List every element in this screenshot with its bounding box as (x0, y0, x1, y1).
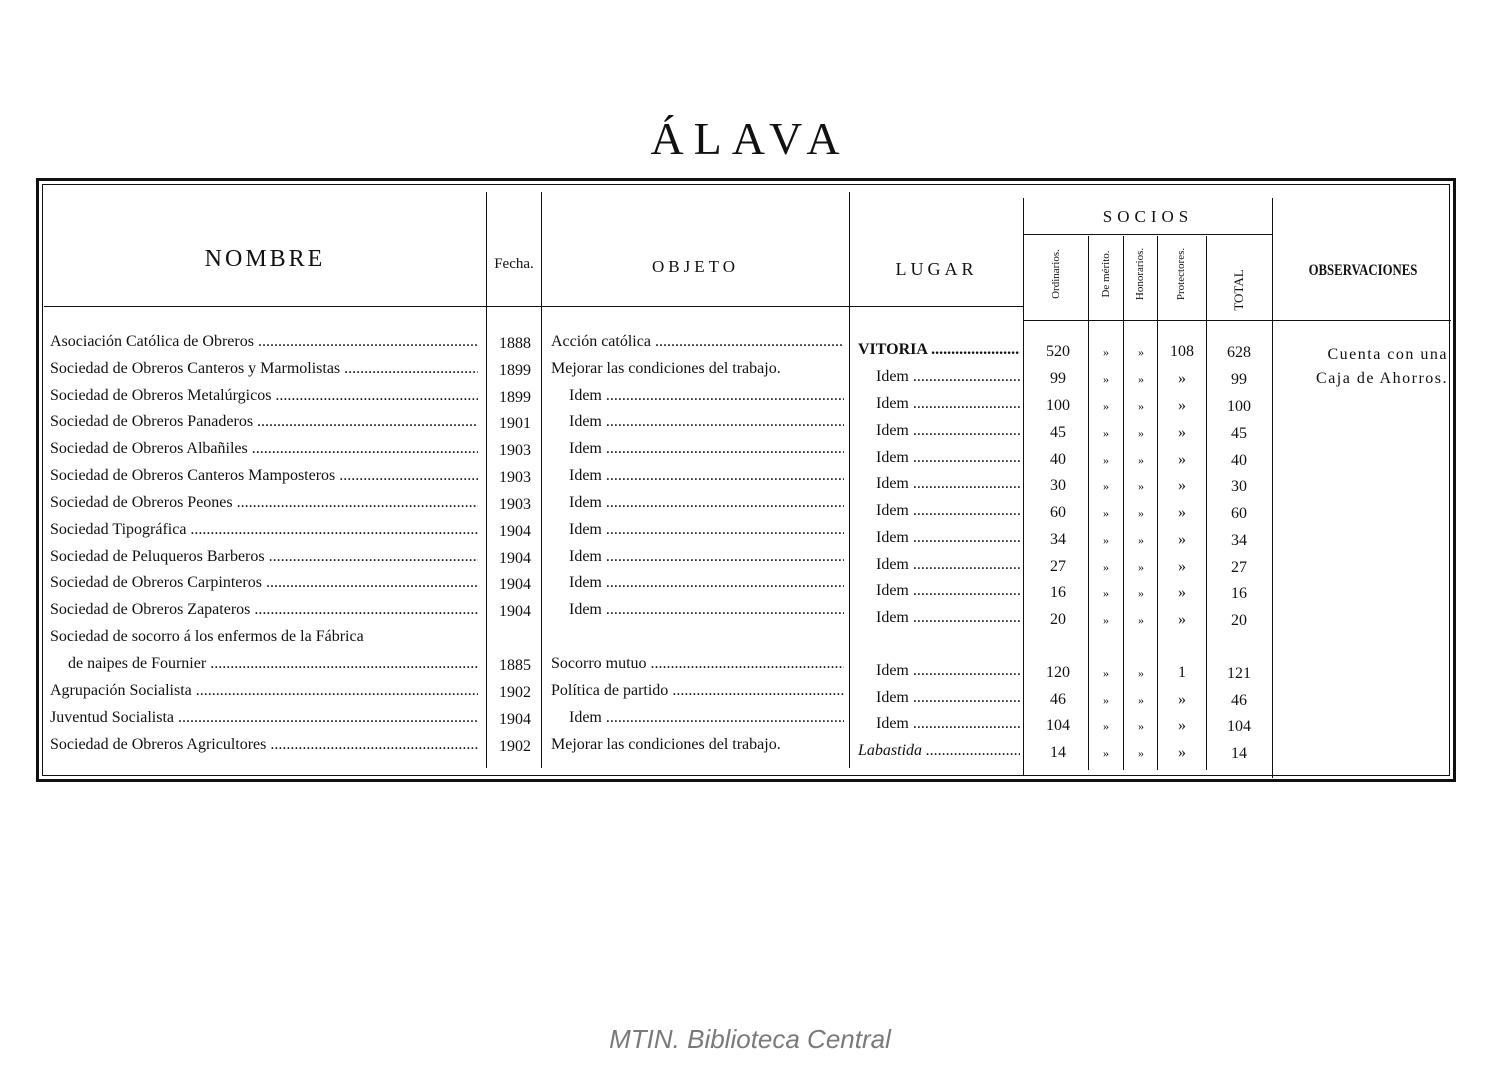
row-fecha: 1903 (499, 496, 531, 513)
row-merito: » (1103, 506, 1109, 520)
row-protectores: 1 (1178, 664, 1186, 681)
row-fecha: 1885 (499, 657, 531, 674)
row-total: 46 (1231, 692, 1247, 709)
column-rule (1023, 198, 1024, 776)
row-protectores: » (1178, 397, 1186, 414)
row-protectores: » (1178, 370, 1186, 387)
row-merito: » (1103, 746, 1109, 760)
row-honorarios: » (1138, 426, 1144, 440)
row-fecha: 1899 (499, 362, 531, 379)
row-ordinarios: 30 (1050, 477, 1066, 494)
footer-credit: MTIN. Biblioteca Central (609, 1024, 891, 1054)
column-rule (1123, 236, 1124, 770)
row-ordinarios: 46 (1050, 691, 1066, 708)
row-lugar: Idem ..... (858, 688, 1020, 708)
row-honorarios: » (1138, 533, 1144, 547)
header-protectores: Protectores. (1175, 247, 1187, 301)
row-ordinarios: 104 (1046, 717, 1070, 734)
row-lugar: Idem ..... (858, 421, 1020, 441)
row-honorarios: » (1138, 746, 1144, 760)
header-merito: De mérito. (1100, 250, 1112, 298)
header-rule (1273, 320, 1451, 321)
row-merito: » (1103, 560, 1109, 574)
row-objeto: Idem ..... (551, 520, 844, 540)
row-ordinarios: 520 (1046, 343, 1070, 360)
row-lugar: Idem ..... (858, 528, 1020, 548)
row-lugar: VITORIA ..... (858, 340, 1020, 360)
row-merito: » (1103, 345, 1109, 359)
row-merito: » (1103, 613, 1109, 627)
row-total: 20 (1231, 612, 1247, 629)
row-honorarios: » (1138, 719, 1144, 733)
row-protectores: » (1178, 424, 1186, 441)
observation-line: Caja de Ahorros. (1316, 370, 1448, 387)
row-objeto: Socorro mutuo ..... (551, 654, 844, 674)
row-lugar: Idem ..... (858, 448, 1020, 468)
observation-line: Cuenta con una (1327, 346, 1448, 363)
column-rule (1206, 236, 1207, 770)
column-rule (1157, 236, 1158, 770)
row-ordinarios: 45 (1050, 424, 1066, 441)
row-honorarios: » (1138, 479, 1144, 493)
column-rule (1088, 236, 1089, 770)
row-objeto: Idem ..... (551, 708, 844, 728)
row-protectores: » (1178, 531, 1186, 548)
row-fecha: 1901 (499, 415, 531, 432)
row-protectores: » (1178, 451, 1186, 468)
row-objeto: Idem ..... (551, 466, 844, 486)
row-total: 34 (1231, 532, 1247, 549)
row-total: 628 (1227, 344, 1251, 361)
header-socios: SOCIOS (1102, 207, 1194, 226)
row-total: 45 (1231, 425, 1247, 442)
row-merito: » (1103, 426, 1109, 440)
row-nombre: Sociedad de Obreros Canteros Mamposteros ..... (50, 466, 478, 486)
row-total: 40 (1231, 452, 1247, 469)
row-nombre: Sociedad de Obreros Canteros y Marmolistas ..... (50, 359, 478, 379)
row-merito: » (1103, 666, 1109, 680)
row-objeto: Idem ..... (551, 573, 844, 593)
row-objeto: Idem ..... (551, 386, 844, 406)
row-total: 16 (1231, 585, 1247, 602)
row-lugar: Idem ..... (858, 394, 1020, 414)
row-ordinarios: 20 (1050, 611, 1066, 628)
row-lugar: Idem ..... (858, 661, 1020, 681)
row-ordinarios: 34 (1050, 531, 1066, 548)
row-lugar: Idem ..... (858, 474, 1020, 494)
row-protectores: » (1178, 611, 1186, 628)
row-lugar: Idem ..... (858, 501, 1020, 521)
row-honorarios: » (1138, 399, 1144, 413)
row-objeto: Mejorar las condiciones del trabajo. (551, 360, 781, 377)
header-objeto: OBJETO (652, 257, 739, 276)
header-total: TOTAL (1231, 269, 1246, 311)
row-ordinarios: 40 (1050, 451, 1066, 468)
row-protectores: » (1178, 504, 1186, 521)
row-nombre: Sociedad de Obreros Panaderos ..... (50, 412, 478, 432)
column-rule (486, 192, 487, 768)
row-honorarios: » (1138, 613, 1144, 627)
row-merito: » (1103, 586, 1109, 600)
row-fecha: 1899 (499, 389, 531, 406)
row-fecha: 1904 (499, 576, 531, 593)
row-merito: » (1103, 693, 1109, 707)
row-objeto: Idem ..... (551, 412, 844, 432)
row-objeto: Acción católica ..... (551, 332, 844, 352)
row-protectores: » (1178, 691, 1186, 708)
header-honorarios: Honorarios. (1134, 247, 1146, 301)
row-nombre: Juventud Socialista ..... (50, 708, 478, 728)
row-nombre: Asociación Católica de Obreros ..... (50, 332, 478, 352)
row-fecha: 1903 (499, 469, 531, 486)
row-total: 99 (1231, 371, 1247, 388)
row-lugar: Idem ..... (858, 714, 1020, 734)
header-ordinarios: Ordinarios. (1050, 249, 1062, 299)
row-protectores: » (1178, 717, 1186, 734)
row-ordinarios: 120 (1046, 664, 1070, 681)
row-protectores: » (1178, 584, 1186, 601)
row-total: 30 (1231, 478, 1247, 495)
row-ordinarios: 27 (1050, 558, 1066, 575)
row-lugar: Idem ..... (858, 581, 1020, 601)
row-ordinarios: 60 (1050, 504, 1066, 521)
row-ordinarios: 99 (1050, 370, 1066, 387)
row-honorarios: » (1138, 506, 1144, 520)
row-objeto: Política de partido ..... (551, 681, 844, 701)
row-fecha: 1904 (499, 603, 531, 620)
row-nombre: Sociedad de socorro á los enfermos de la Fábrica (50, 628, 364, 645)
row-protectores: » (1178, 744, 1186, 761)
header-lugar: LUGAR (895, 259, 978, 279)
row-merito: » (1103, 719, 1109, 733)
row-fecha: 1888 (499, 335, 531, 352)
row-honorarios: » (1138, 372, 1144, 386)
row-honorarios: » (1138, 560, 1144, 574)
row-nombre: Sociedad de Obreros Carpinteros ..... (50, 573, 478, 593)
row-fecha: 1903 (499, 442, 531, 459)
row-objeto: Idem ..... (551, 547, 844, 567)
row-merito: » (1103, 372, 1109, 386)
row-lugar: Labastida ..... (858, 741, 1020, 761)
row-total: 100 (1227, 398, 1251, 415)
header-observaciones: OBSERVACIONES (1308, 262, 1418, 279)
row-ordinarios: 100 (1046, 397, 1070, 414)
row-nombre: Sociedad de Obreros Albañiles ..... (50, 439, 478, 459)
row-merito: » (1103, 453, 1109, 467)
row-objeto: Mejorar las condiciones del trabajo. (551, 736, 781, 753)
row-objeto: Idem ..... (551, 493, 844, 513)
header-fecha: Fecha. (494, 256, 534, 272)
header-nombre: NOMBRE (204, 246, 326, 272)
page-title: ÁLAVA (650, 113, 850, 164)
row-nombre: Sociedad Tipográfica ..... (50, 520, 478, 540)
row-protectores: » (1178, 558, 1186, 575)
row-fecha: 1902 (499, 738, 531, 755)
row-honorarios: » (1138, 666, 1144, 680)
row-honorarios: » (1138, 693, 1144, 707)
row-nombre: Sociedad de Peluqueros Barberos ..... (50, 547, 478, 567)
row-lugar: Idem ..... (858, 608, 1020, 628)
row-protectores: » (1178, 477, 1186, 494)
row-total: 121 (1227, 665, 1251, 682)
row-total: 27 (1231, 559, 1247, 576)
row-nombre: Sociedad de Obreros Zapateros ..... (50, 600, 478, 620)
row-merito: » (1103, 479, 1109, 493)
row-fecha: 1904 (499, 550, 531, 567)
row-fecha: 1902 (499, 684, 531, 701)
row-nombre: Sociedad de Obreros Metalúrgicos ..... (50, 386, 478, 406)
row-nombre: Agrupación Socialista ..... (50, 681, 478, 701)
row-ordinarios: 14 (1050, 744, 1066, 761)
row-nombre-continued: de naipes de Fournier ..... (50, 654, 478, 674)
row-protectores: 108 (1170, 343, 1194, 360)
column-rule (541, 192, 542, 768)
column-rule (1272, 198, 1273, 778)
row-lugar: Idem ..... (858, 555, 1020, 575)
row-objeto: Idem ..... (551, 439, 844, 459)
row-total: 14 (1231, 745, 1247, 762)
row-objeto: Idem ..... (551, 600, 844, 620)
row-honorarios: » (1138, 586, 1144, 600)
row-honorarios: » (1138, 345, 1144, 359)
row-merito: » (1103, 399, 1109, 413)
row-lugar: Idem ..... (858, 367, 1020, 387)
row-nombre: Sociedad de Obreros Peones ..... (50, 493, 478, 513)
row-merito: » (1103, 533, 1109, 547)
row-honorarios: » (1138, 453, 1144, 467)
row-fecha: 1904 (499, 711, 531, 728)
row-total: 104 (1227, 718, 1251, 735)
row-fecha: 1904 (499, 523, 531, 540)
header-rule (44, 306, 1024, 307)
row-ordinarios: 16 (1050, 584, 1066, 601)
row-nombre: Sociedad de Obreros Agricultores ..... (50, 735, 478, 755)
row-total: 60 (1231, 505, 1247, 522)
